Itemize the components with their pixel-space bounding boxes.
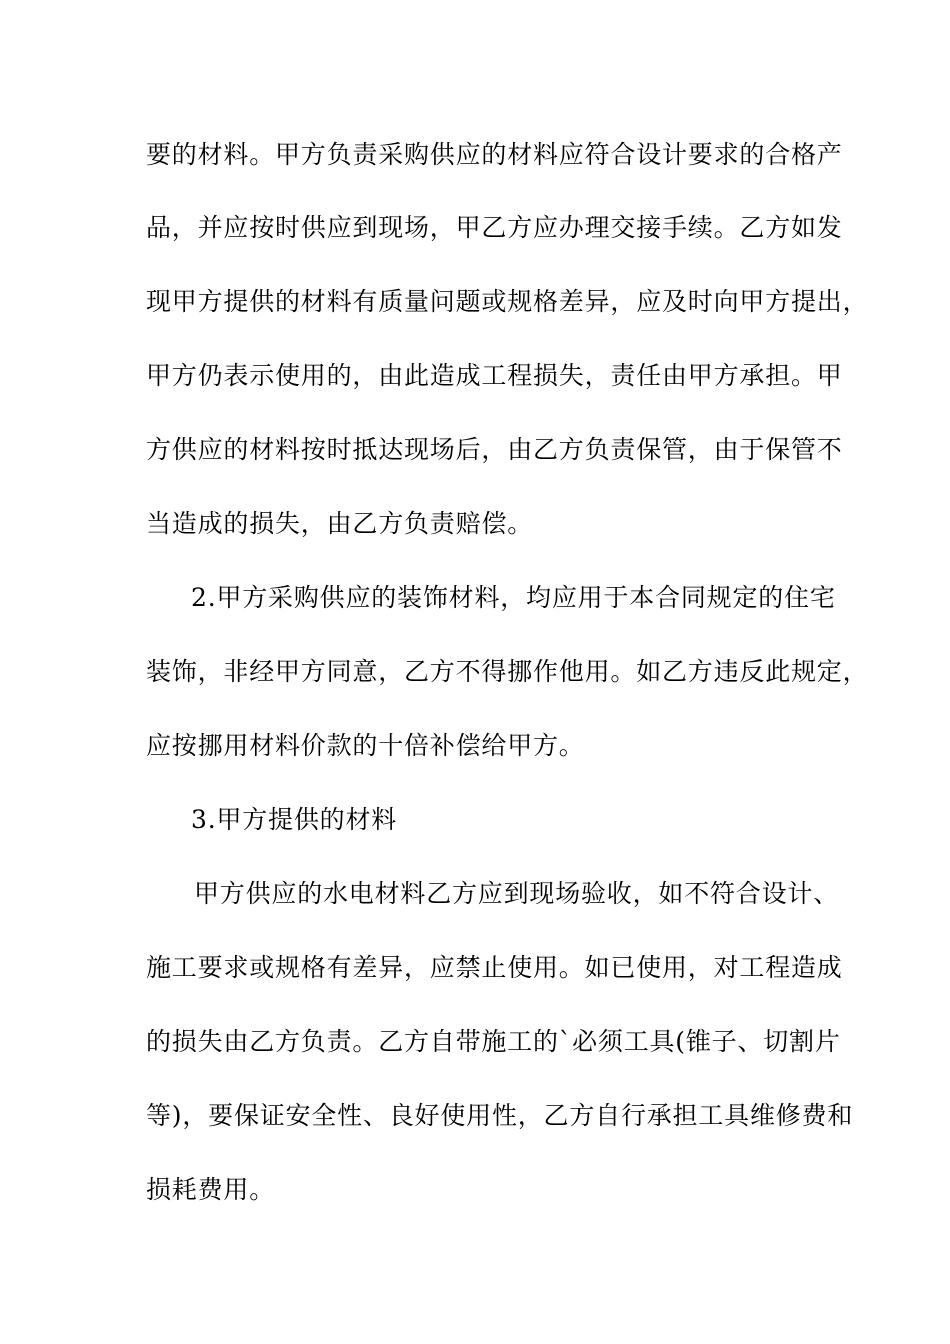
text-line: 装饰，非经甲方同意，乙方不得挪作他用。如乙方违反此规定， xyxy=(146,657,869,686)
text-line: 的损失由乙方负责。乙方自带施工的`必须工具(锥子、切割片 xyxy=(146,1027,841,1056)
text-line: 当造成的损失，由乙方负责赔偿。 xyxy=(146,509,534,538)
text-line: 品，并应按时供应到现场，甲乙方应办理交接手续。乙方如发 xyxy=(146,213,843,242)
paragraph-2-heading: 2.甲方采购供应的装饰材料，均应用于本合同规定的住宅 xyxy=(191,583,836,612)
text-line: 要的材料。甲方负责采购供应的材料应符合设计要求的合格产 xyxy=(146,140,843,169)
text-line: 应按挪用材料价款的十倍补偿给甲方。 xyxy=(146,731,585,760)
text-line: 现甲方提供的材料有质量问题或规格差异，应及时向甲方提出， xyxy=(146,287,869,316)
text-line: 损耗费用。 xyxy=(146,1175,276,1204)
text-line: 方供应的材料按时抵达现场后，由乙方负责保管，由于保管不 xyxy=(146,435,843,464)
text-line: 甲方供应的水电材料乙方应到现场验收，如不符合设计、 xyxy=(194,879,840,908)
text-line: 施工要求或规格有差异，应禁止使用。如已使用，对工程造成 xyxy=(146,953,843,982)
text-line: 等)，要保证安全性、良好使用性，乙方自行承担工具维修费和 xyxy=(146,1101,854,1130)
section-3-heading: 3.甲方提供的材料 xyxy=(191,805,398,834)
text-line: 甲方仍表示使用的，由此造成工程损失，责任由甲方承担。甲 xyxy=(146,361,843,390)
